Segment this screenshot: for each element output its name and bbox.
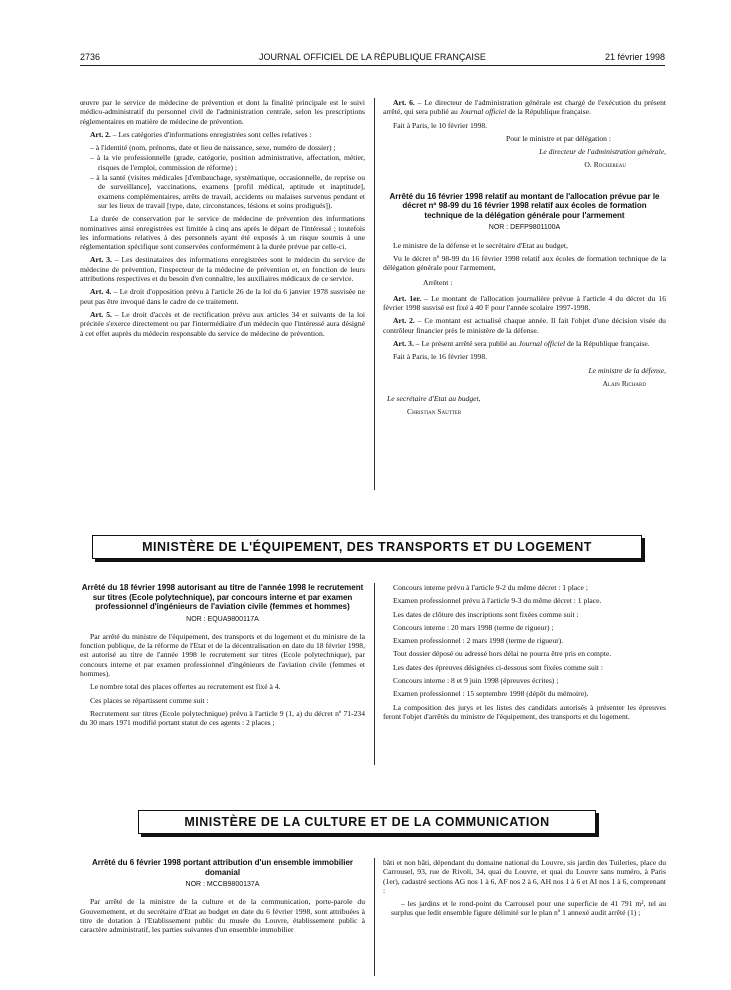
- article-2: Art. 2. – Ce montant est actualisé chaque année. Il fait l'objet d'une décision visée du contrôleur financier près le ministère de la défense.: [383, 316, 666, 335]
- paragraph: Les dates des épreuves désignées ci-dessous sont fixées comme suit :: [393, 662, 604, 672]
- list-item: – les jardins et le rond-point du Carrousel pour une superficie de 41 791 m², tel au surplus que ledit ensemble figure délimité sur le plan nº 1 annexé audit arrêté (1) ;: [391, 899, 666, 918]
- list-item: – à l'identité (nom, prénoms, date et lieu de naissance, sexe, numéro de dossier) ;: [90, 143, 336, 153]
- paragraph: Le nombre total des places offertes au recrutement est fixé à 4.: [90, 682, 281, 692]
- nor-reference: NOR : MCCB9800137A: [185, 881, 260, 888]
- article-3: Art. 3. – Les destinataires des informations enregistrées sont le médecin du service de médecine de prévention, l'inspecteur de la médecine de prévention et, en fonction de leurs attributions respectives et du besoin d'en connaître, les auxiliaires médicaux de ce service.: [80, 255, 365, 284]
- bottom-left-column: [80, 858, 365, 938]
- arrete-title: Arrêté du 16 février 1998 relatif au montant de l'allocation prévue par le décret nº 98-99 du 16 février 1998 relatif aux écoles de formation technique de la délégation générale pour l'armement: [389, 191, 660, 220]
- nor-reference: NOR : DEFP9801100A: [488, 224, 561, 232]
- page-header: [80, 50, 665, 66]
- continued-paragraph: bâti et non bâti, dépendant du domaine national du Louvre, sis jardin des Tuileries, place du Carrousel, 93, rue de Rivoli, 34, quai du Louvre, et quai du Louvre sans numéro, à Paris (1er), cadastré sections AG nos 1 à 6, AF nos 2 à 6, AH nos 1 à 6 et AI nos 1 à 6, comprenant :: [383, 858, 666, 895]
- issue-date: 21 février 1998: [604, 52, 665, 62]
- list-item: – à la santé (visites médicales [d'embauchage, systématique, occasionnelle, de reprise ou de surveillance], vaccinations, examens [profil médical, aptitude et inaptitude], examens complémentaires, arrêts de travail, accidents ou malaises survenus pendant et sur les lieux de travail [type, date, circonstances, lésions et soins prodigués]).: [90, 173, 365, 210]
- paragraph: Concours interne : 8 et 9 juin 1998 (épreuves écrites) ;: [393, 676, 559, 686]
- fait-a-paris: Fait à Paris, le 10 février 1998.: [393, 120, 488, 130]
- page-number: 2736: [80, 52, 101, 62]
- ministry-banner: MINISTÈRE DE LA CULTURE ET DE LA COMMUNICATION: [138, 810, 596, 834]
- paragraph: Les dates de clôture des inscriptions sont fixées comme suit :: [393, 609, 579, 619]
- paragraph: Examen professionnel : 15 septembre 1998 (dépôt du mémoire).: [393, 689, 589, 699]
- signature-name: Alain Richard: [602, 378, 646, 388]
- article-6: Art. 6. – Le directeur de l'administration générale est chargé de l'exécution du présent arrêté, qui sera publié au Journal officiel de la République française.: [383, 98, 666, 117]
- nor-reference: NOR : EQUA9800117A: [186, 615, 259, 623]
- paragraph: Par arrêté du ministre de l'équipement, des transports et du logement et du ministre de la fonction publique, de la réforme de l'Etat et de la décentralisation en date du 18 février 1998, est autorisé au titre de l'année 1998 le recrutement sur titres (Ecole polytechnique), par concours interne et par examen professionnel d'ingénieurs de l'aviation civile (femmes et hommes).: [80, 631, 365, 678]
- column-divider: [374, 98, 375, 490]
- article-1: Art. 1er. – Le montant de l'allocation journalière prévue à l'article 4 du décret du 16 février 1998 susvisé est fixé à 40 F pour l'année scolaire 1997-1998.: [383, 293, 666, 313]
- arrete-title: Arrêté du 18 février 1998 autorisant au titre de l'année 1998 le recrutement sur titres (Ecole polytechnique), par concours interne et par examen professionnel d'ingénieurs de l'aviation civile (femmes et hommes): [81, 583, 364, 611]
- signature-line: Pour le ministre et par délégation :: [505, 133, 611, 143]
- article-4: Art. 4. – Le droit d'opposition prévu à l'article 26 de la loi du 6 janvier 1978 susvisée ne peut pas être invoqué dans le cadre de ce traitement.: [80, 287, 365, 306]
- paragraph: Examen professionnel : 2 mars 1998 (terme de rigueur).: [393, 636, 564, 646]
- signature-title: Le secrétaire d'Etat au budget,: [387, 394, 481, 404]
- top-left-column: [80, 98, 365, 342]
- arrete-title: Arrêté du 6 février 1998 portant attribution d'un ensemble immobilier domanial: [91, 858, 354, 877]
- article-5: Art. 5. – Le droit d'accès et de rectification prévu aux articles 34 et suivants de la loi précitée s'exerce directement ou par l'intermédiaire d'un médecin que l'intéressé aura désigné à cet effet auprès du médecin responsable du service de médecine de prévention.: [80, 309, 365, 338]
- article-2: Art. 2. – Les catégories d'informations enregistrées sont celles relatives :: [90, 129, 312, 139]
- paragraph: Ces places se répartissent comme suit :: [90, 695, 209, 705]
- paragraph: Par arrêté de la ministre de la culture et de la communication, porte-parole du Gouvernement, et du secrétaire d'Etat au budget en date du 6 février 1998, sont attribuées à titre de dotation à l'Etablissement public du musée du Louvre, établissement public à caractère administratif, les parties suivantes d'un ensemble immobilier: [80, 897, 365, 935]
- signature-name: Christian Sautter: [407, 407, 462, 417]
- paragraph: La composition des jurys et les listes des candidats autorisés à présenter les épreuves feront l'objet d'arrêtés du ministre de l'équipement, des transports et du logement.: [383, 702, 666, 721]
- article-3: Art. 3. – Le présent arrêté sera publié au Journal officiel de la République française.: [393, 338, 650, 348]
- paragraph: Concours interne : 20 mars 1998 (terme de rigueur) ;: [393, 622, 554, 632]
- paragraph: Examen professionnel prévu à l'article 9-3 du même décret : 1 place.: [393, 596, 602, 606]
- bottom-right-column: [383, 858, 666, 922]
- column-divider: [374, 583, 375, 765]
- mid-right-column: [383, 583, 666, 725]
- ministry-banner: MINISTÈRE DE L'ÉQUIPEMENT, DES TRANSPORTS ET DU LOGEMENT: [92, 535, 642, 559]
- column-divider: [374, 858, 375, 976]
- top-right-column: [383, 98, 666, 421]
- fait-a-paris: Fait à Paris, le 16 février 1998.: [393, 352, 488, 362]
- mid-left-column: [80, 583, 365, 731]
- retention-paragraph: La durée de conservation par le service de médecine de prévention des informations nominatives ainsi enregistrées est limitée à cinq ans après le départ de l'intéressé ; toutefois les informations relatives à des personnels ayant été exposés à un risque soumis à une réglementation spécifique sont conservées conformément à la durée prévue par celle-ci.: [80, 214, 365, 252]
- list-item: – à la vie professionnelle (grade, catégorie, position administrative, affectation, métier, risques de l'emploi, commission de réforme) ;: [90, 153, 365, 172]
- signature-name: O. Rochereau: [584, 160, 626, 170]
- article-2-list: [80, 143, 365, 210]
- continued-paragraph: œuvre par le service de médecine de prévention et dont la finalité principale est le suivi médico-administratif du personnel civil de l'administration centrale, selon les prescriptions réglementaires en matière de médecine de prévention.: [80, 98, 365, 126]
- paragraph: Recrutement sur titres (Ecole polytechnique) prévu à l'article 9 (1, a) du décret nº 71-234 du 30 mars 1971 modifié portant statut de ces agents : 2 places ;: [80, 708, 365, 728]
- journal-title: JOURNAL OFFICIEL DE LA RÉPUBLIQUE FRANÇAISE: [259, 52, 486, 62]
- signature-title: Le directeur de l'administration générale,: [539, 147, 666, 157]
- arretent: Arrêtent :: [423, 278, 453, 288]
- preamble: Le ministre de la défense et le secrétaire d'Etat au budget,: [393, 240, 568, 250]
- paragraph: Tout dossier déposé ou adressé hors délai ne pourra être pris en compte.: [393, 649, 612, 659]
- visa: Vu le décret nº 98-99 du 16 février 1998 relatif aux écoles de formation technique de la délégation générale pour l'armement,: [383, 253, 666, 273]
- signature-title: Le ministre de la défense,: [588, 365, 666, 375]
- paragraph: Concours interne prévu à l'article 9-2 du même décret : 1 place ;: [393, 583, 588, 592]
- header-rule: [80, 65, 665, 66]
